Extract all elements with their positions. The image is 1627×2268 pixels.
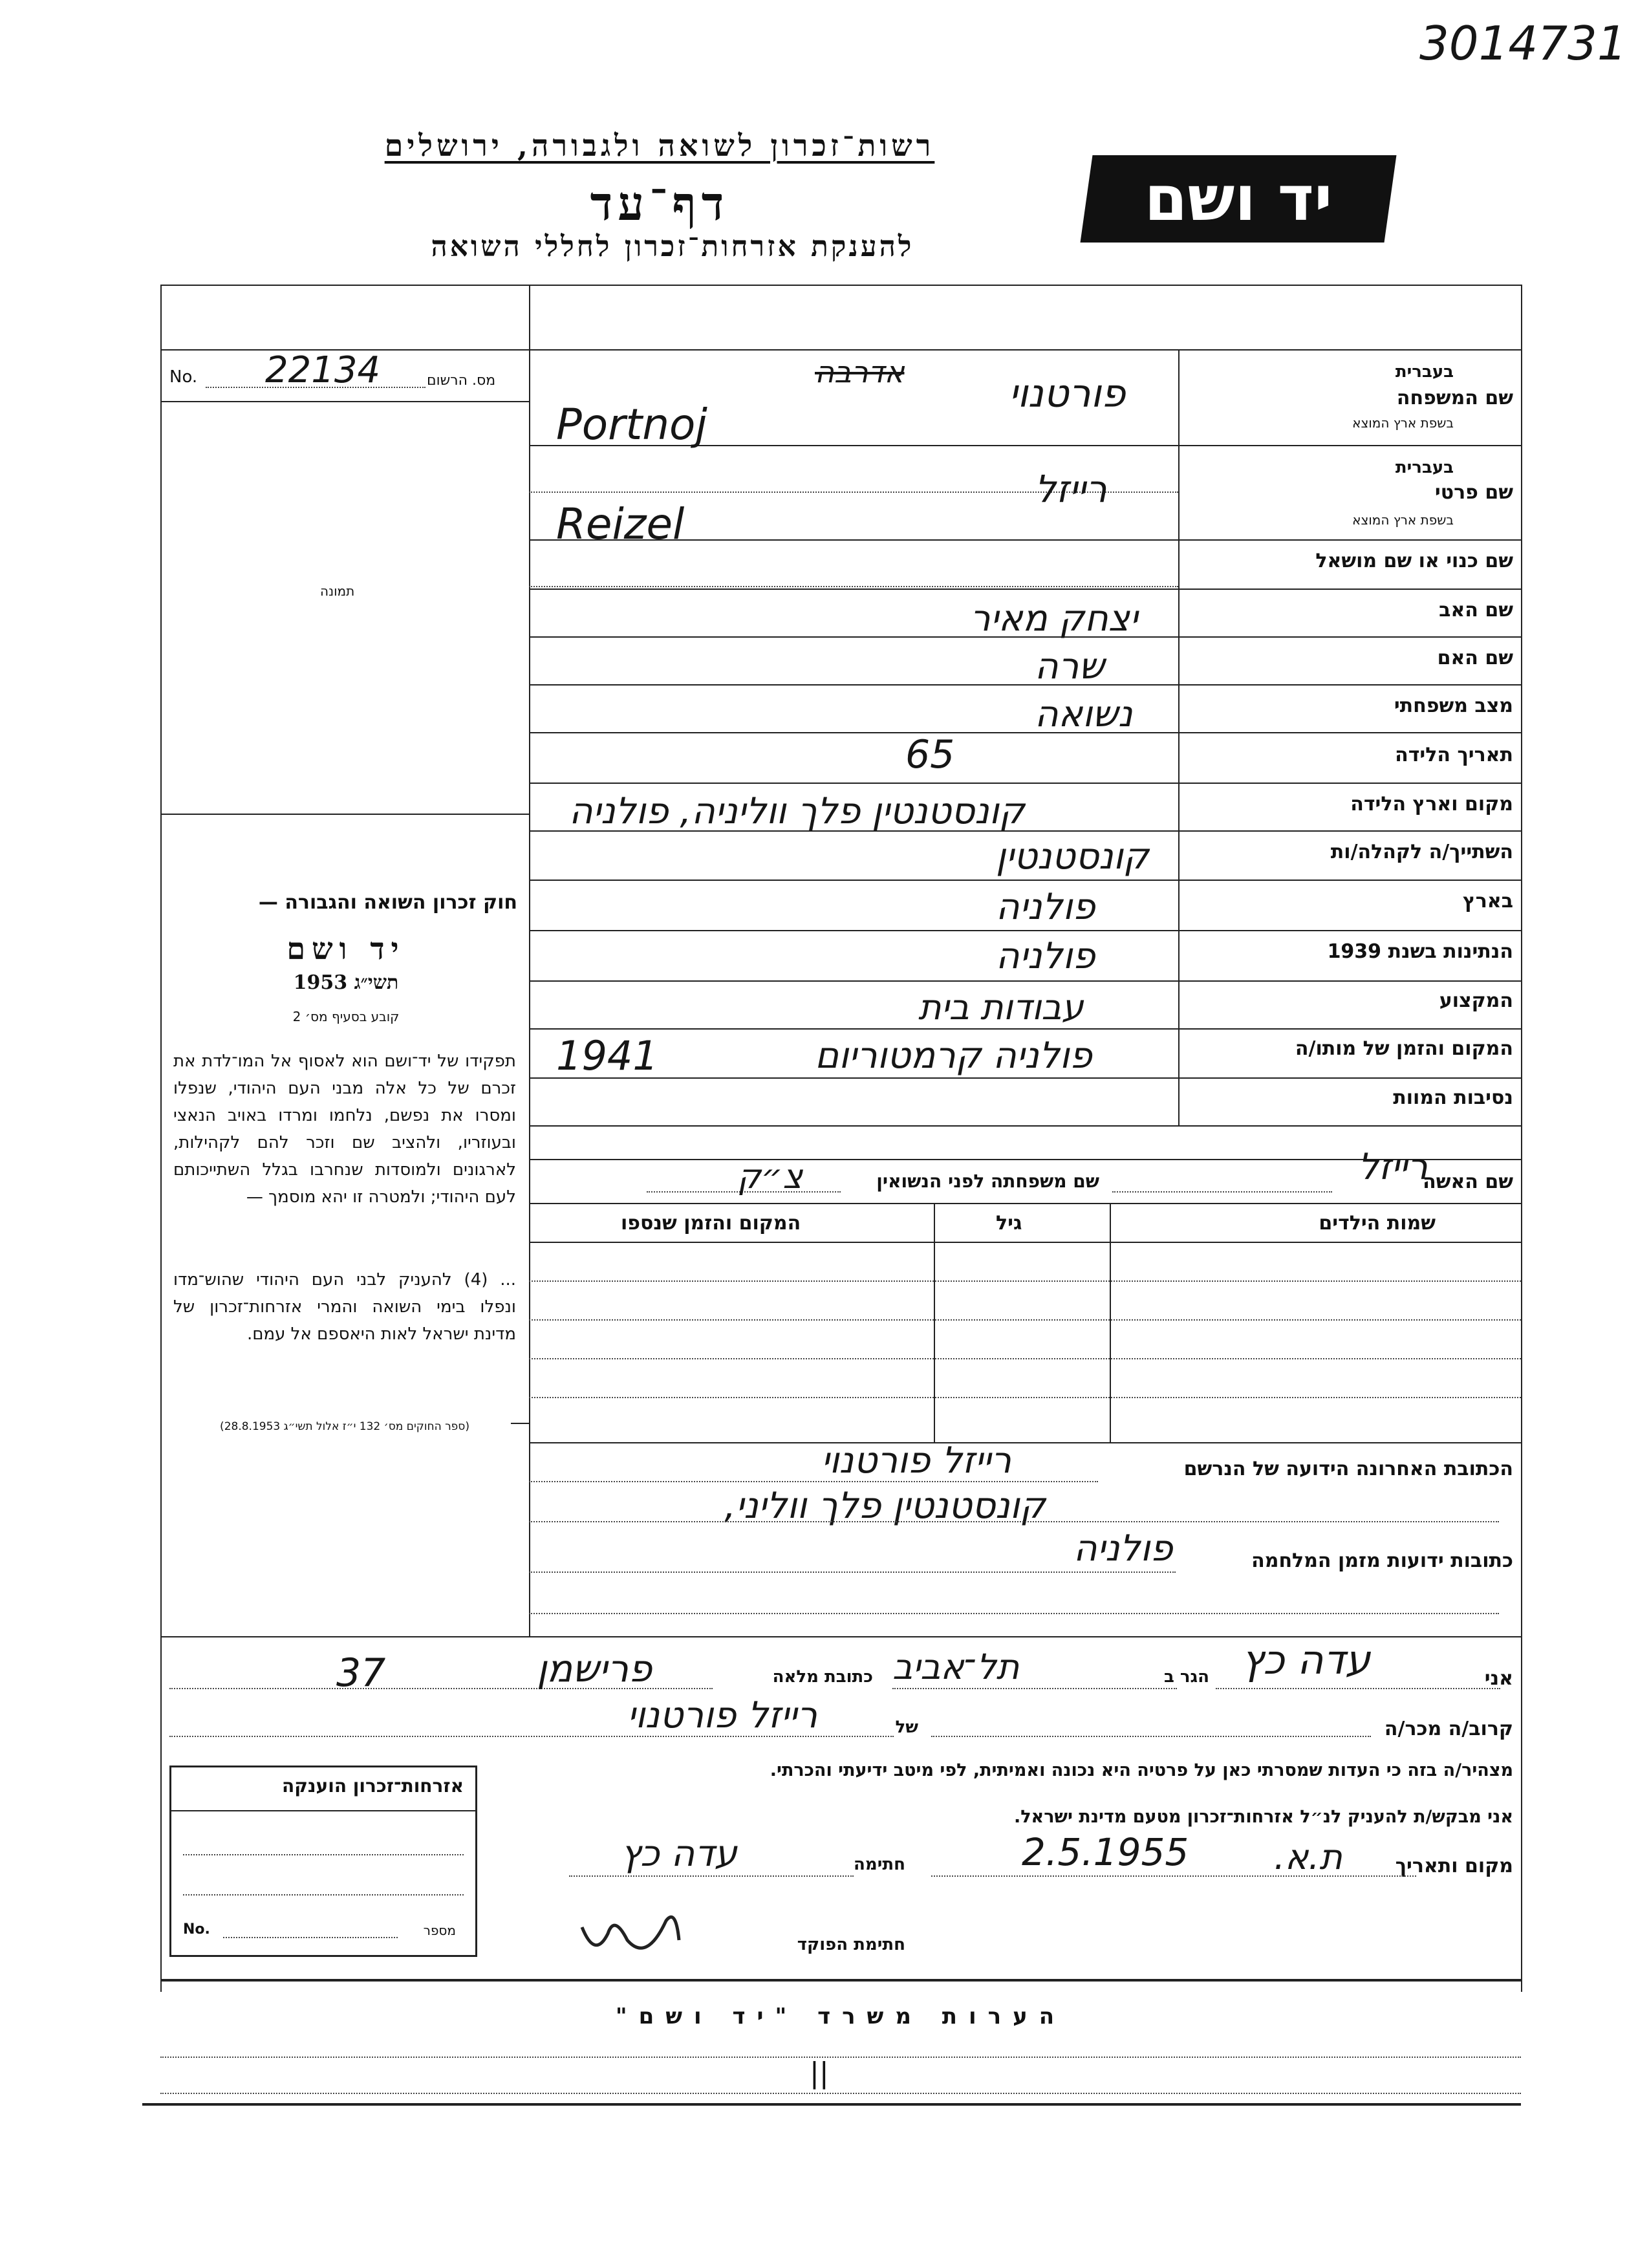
profession-value: עבודות בית xyxy=(918,987,1084,1028)
signature-label: חתימה xyxy=(854,1855,905,1874)
logo-text: יד ושם xyxy=(1144,162,1333,235)
citizenship-value: פולניה xyxy=(996,935,1095,977)
maiden-value: צ״ק xyxy=(737,1158,803,1196)
law-text-1: תפקידו של יד־ושם הוא לאסוף אל המו־לדת את זכרם של כל אלה מבני העם היהודי, שנפלו ומסרו את נפשם, נלחמו ומרדו באויב הנאצי ובעוזריו, ולהציב שם וזכר להם לקהילות, לארגונים ולמוסדות שנחרבו בגלל השתייכותם לעם היהודי; ולמטרה זו יהא מוסמך — xyxy=(173,1052,516,1207)
mother-label: שם האם xyxy=(1437,647,1513,669)
community-label: השתייך/ה לקהלה/ות xyxy=(1330,841,1513,863)
officer-signature-label: חתימת הפוקד xyxy=(797,1935,905,1954)
date-value: 2.5.1955 xyxy=(1022,1830,1189,1874)
nickname-label: שם כנוי או שם מושאל xyxy=(1315,550,1513,572)
officer-signature xyxy=(569,1901,698,1966)
wife-value: רייזל xyxy=(1358,1146,1428,1188)
declarant-city: תל־אביב xyxy=(892,1647,1020,1687)
father-name: יצחק מאיר xyxy=(970,598,1138,640)
last-address-label: הכתובת האחרונה הידועה של הנרשם xyxy=(1183,1458,1513,1480)
law-title: חוק זכרון השואה והגבורה — xyxy=(258,891,517,914)
declarant-name: עדה כץ xyxy=(1242,1636,1371,1683)
hebrew-label-2: בעברית xyxy=(1395,458,1454,477)
hebrew-label-1: בעברית xyxy=(1395,362,1454,382)
given-name-label: שם פרטי xyxy=(1434,481,1513,504)
children-place-header: המקום והזמן שנספו xyxy=(621,1212,801,1235)
children-names-header: שמות הילדים xyxy=(1319,1212,1436,1235)
maiden-label: שם משפחתה לפני הנשואין xyxy=(876,1171,1099,1192)
reg-label: מס. הרשום xyxy=(427,373,496,389)
family-name-hebrew: פורטנוי xyxy=(1009,371,1126,416)
declarant-street: פרישמן xyxy=(537,1647,652,1690)
origin-lang-label-2: בשפת ארץ המוצא xyxy=(1352,512,1454,528)
law-text-2: ... (4) להעניק לבני העם היהודי שהוש־מדו ונפלו בימי השואה והמרי אזרחות־זכרון של מדינת ישראל לאות היאספם אל עמם. xyxy=(173,1270,517,1344)
age-value: 65 xyxy=(905,732,955,777)
country-value: פולניה xyxy=(996,886,1095,928)
footer-mark: || xyxy=(810,2057,829,2090)
family-name-label: שם המשפחה xyxy=(1396,387,1513,409)
page-subtitle: להענקת אזרחות־זכרון לחללי השואה xyxy=(431,230,914,263)
citizenship-box-number-label: מספר xyxy=(423,1923,456,1938)
yad-vashem-logo xyxy=(1081,155,1397,243)
photo-label: תמונה xyxy=(320,583,355,599)
marital-label: מצב משפחתי xyxy=(1394,695,1513,717)
place-date-label: מקום ותאריך xyxy=(1395,1855,1513,1877)
war-address-label: כתובות ידועות מזמן המלחמה xyxy=(1251,1550,1513,1572)
archive-number: 3014731 xyxy=(1419,16,1627,70)
of-label: של xyxy=(895,1718,918,1737)
community-value: קונסטנטין xyxy=(996,836,1149,878)
mother-name: שרה xyxy=(1035,645,1104,687)
declaration-text: מצהיר/ה בזה כי העדות שמסרתי כאן על פרטיה היא נכונה ואמיתית, לפי מיטב ידיעתי והכרתי. xyxy=(770,1760,1513,1780)
family-name-origin: Portnoj xyxy=(556,400,707,449)
citizenship-granted-box xyxy=(169,1766,477,1957)
relative-of-name: רייזל פורטנוי xyxy=(627,1694,818,1736)
declarant-i-label: אני xyxy=(1484,1667,1513,1690)
law-name: יד ושם xyxy=(286,931,405,966)
request-text: אני מבקש/ת להעניק לנ״ל אזרחות־זכרון מטעם מדינת ישראל. xyxy=(1013,1807,1513,1827)
reg-no-label: No. xyxy=(169,367,198,387)
death-place: פולניה קרמטוריום xyxy=(815,1035,1092,1077)
origin-lang-label-1: בשפת ארץ המוצא xyxy=(1352,415,1454,431)
address-line-2: קונסטנטין פלך ווליני, xyxy=(724,1485,1046,1527)
father-label: שם האב xyxy=(1439,599,1513,621)
citizenship-label: הנתינות בשנת 1939 xyxy=(1327,940,1513,963)
family-name-crossed: אדרבה xyxy=(815,354,905,389)
birthplace-value: קונסטנטין פלך ווליניה, פולניה xyxy=(569,790,1025,832)
declarant-house-no: 37 xyxy=(336,1650,386,1696)
law-clause: קובע בסעיף מס׳ 2 xyxy=(292,1009,400,1024)
profession-label: המקצוע xyxy=(1439,989,1513,1012)
marital-status: נשואה xyxy=(1035,693,1133,735)
citizenship-box-no: No. xyxy=(183,1921,210,1938)
office-notes-title: הערות משרד "יד ושם" xyxy=(615,2003,1066,2029)
death-year: 1941 xyxy=(556,1032,658,1079)
signature-value: עדה כץ xyxy=(621,1833,737,1875)
birthplace-label: מקום וארץ הלידה xyxy=(1350,793,1513,815)
given-name-origin: Reizel xyxy=(556,499,685,549)
country-label: בארץ xyxy=(1462,890,1513,913)
address-line-1: רייזל פורטנוי xyxy=(821,1440,1012,1482)
given-name-hebrew: רייזל xyxy=(1035,467,1107,511)
address-line-3: פולניה xyxy=(1073,1528,1173,1570)
wife-label: שם האשה xyxy=(1423,1171,1513,1193)
children-age-header: גיל xyxy=(996,1212,1022,1235)
death-circ-label: נסיבות המוות xyxy=(1393,1086,1513,1109)
law-citation: (ספר החוקים מס׳ 132 י״ז אלול תשי״ג 28.8.1953) xyxy=(220,1420,469,1433)
citizenship-box-title: אזרחות־זכרון הוענקה xyxy=(282,1775,464,1797)
birthdate-label: תאריך הלידה xyxy=(1395,744,1513,766)
authority-title: רשות־זכרון לשואה ולגבורה, ירושלים xyxy=(384,128,935,163)
relative-label: קרוב/ה מכר/ה xyxy=(1384,1718,1513,1740)
full-address-label: כתובת מלאה xyxy=(772,1667,873,1687)
resides-label: הגר ב xyxy=(1163,1667,1209,1687)
place-value: ת.א. xyxy=(1274,1837,1342,1877)
reg-number: 22134 xyxy=(265,349,381,391)
page-title: דף־עד xyxy=(590,176,729,231)
death-place-time-label: המקום והזמן של מותו/ה xyxy=(1295,1037,1513,1060)
law-year: תשי״ג 1953 xyxy=(293,971,399,994)
